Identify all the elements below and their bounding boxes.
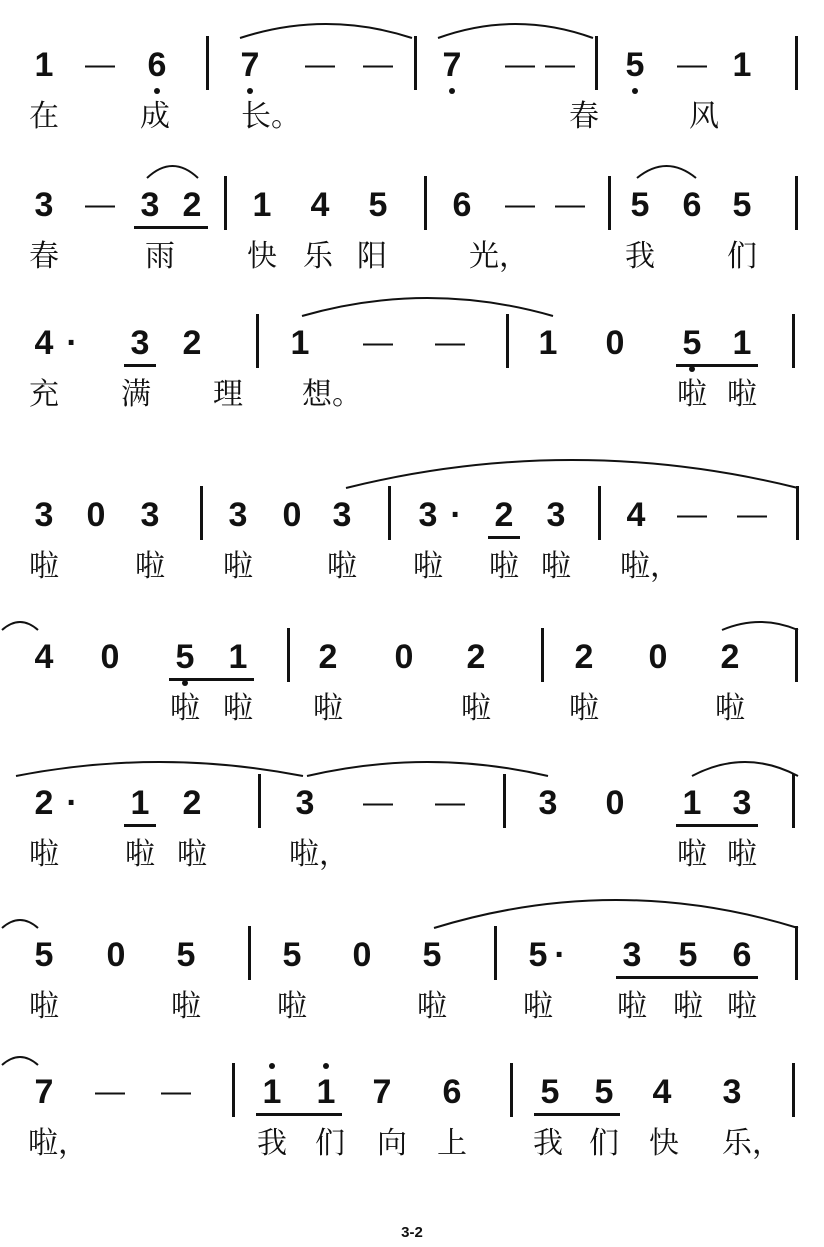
lyric-syllable: 啦 — [171, 989, 201, 1024]
bar-line — [232, 1063, 235, 1117]
slur-arc — [344, 456, 800, 490]
lyric-syllable: 春 — [569, 99, 599, 134]
note: 2 — [720, 638, 740, 676]
lyric-syllable: 啦 — [569, 691, 599, 726]
lyric-syllable: 啦 — [29, 989, 59, 1024]
bar-line — [506, 314, 509, 368]
lyric-syllable: 雨 — [145, 239, 175, 274]
slur-arc — [432, 896, 800, 930]
lyric-syllable: 啦 — [727, 989, 757, 1024]
note: 0 — [605, 784, 625, 822]
lyric-syllable: 我 — [533, 1126, 563, 1161]
note: 5 — [540, 1073, 560, 1111]
note: 3 — [418, 496, 438, 534]
slur-arc — [305, 758, 550, 778]
lyric-syllable: 啦 — [677, 377, 707, 412]
bar-line — [503, 774, 506, 828]
note: 4 — [34, 324, 54, 362]
lyric-syllable: 充 — [29, 377, 59, 412]
note-underline — [488, 536, 520, 539]
note: 1 — [316, 1073, 336, 1111]
note: 1 — [228, 638, 248, 676]
lyric-syllable: 啦， — [28, 1126, 88, 1161]
note: — — [435, 326, 465, 359]
bar-line — [510, 1063, 513, 1117]
note: 5 — [732, 186, 752, 224]
lyric-syllable: 快 — [247, 239, 277, 274]
note: 2 — [494, 496, 514, 534]
lyric-syllable: 满 — [121, 377, 151, 412]
octave-dot — [632, 88, 638, 94]
note: 5 — [175, 638, 195, 676]
note: 3 — [546, 496, 566, 534]
note: 1 — [130, 784, 150, 822]
bar-line — [795, 36, 798, 90]
lyric-syllable: 在 — [29, 99, 59, 134]
page-number: 3-2 — [401, 1224, 423, 1241]
bar-line — [608, 176, 611, 230]
note: 6 — [147, 46, 167, 84]
note: 5 — [422, 936, 442, 974]
lyric-syllable: 上 — [437, 1126, 467, 1161]
note: 0 — [282, 496, 302, 534]
lyric-syllable: 啦 — [29, 549, 59, 584]
octave-dot — [323, 1063, 329, 1069]
note: 2 — [182, 324, 202, 362]
octave-dot — [269, 1063, 275, 1069]
lyric-syllable: 向 — [377, 1126, 407, 1161]
note: 5 — [594, 1073, 614, 1111]
slur-arc — [0, 618, 40, 632]
lyric-syllable: 啦 — [135, 549, 165, 584]
lyric-syllable: 光， — [469, 239, 529, 274]
slur-arc — [300, 294, 555, 318]
bar-line — [224, 176, 227, 230]
octave-dot — [689, 366, 695, 372]
note-underline — [134, 226, 208, 229]
bar-line — [796, 486, 799, 540]
note: 0 — [605, 324, 625, 362]
lyric-syllable: 想。 — [302, 377, 362, 412]
octave-dot — [154, 88, 160, 94]
lyric-syllable: 们 — [589, 1126, 619, 1161]
note: — — [505, 48, 535, 81]
note: 7 — [372, 1073, 392, 1111]
note: 2 — [182, 784, 202, 822]
note: — — [435, 786, 465, 819]
note: 2 — [182, 186, 202, 224]
lyric-syllable: 啦 — [727, 837, 757, 872]
lyric-syllable: 啦 — [715, 691, 745, 726]
note: 3 — [34, 186, 54, 224]
bar-line — [248, 926, 251, 980]
lyric-syllable: 啦 — [313, 691, 343, 726]
bar-line — [200, 486, 203, 540]
note: 0 — [106, 936, 126, 974]
note: 6 — [442, 1073, 462, 1111]
note: 3 — [332, 496, 352, 534]
note-underline — [676, 364, 758, 367]
note: 1 — [34, 46, 54, 84]
bar-line — [388, 486, 391, 540]
bar-line — [256, 314, 259, 368]
lyric-syllable: 啦 — [29, 837, 59, 872]
note: — — [505, 188, 535, 221]
note: — — [161, 1075, 191, 1108]
lyric-syllable: 啦 — [223, 691, 253, 726]
bar-line — [206, 36, 209, 90]
bar-line — [795, 176, 798, 230]
note-underline — [616, 976, 758, 979]
note: 3 — [130, 324, 150, 362]
bar-line — [792, 314, 795, 368]
bar-line — [795, 926, 798, 980]
lyric-syllable: 啦 — [170, 691, 200, 726]
slur-arc — [0, 916, 40, 930]
note: 7 — [240, 46, 260, 84]
note: — — [85, 188, 115, 221]
lyric-syllable: 啦 — [327, 549, 357, 584]
lyric-syllable: 啦 — [277, 989, 307, 1024]
note: 5 — [34, 936, 54, 974]
lyric-syllable: 风 — [689, 99, 719, 134]
lyric-syllable: 啦 — [523, 989, 553, 1024]
note-underline — [256, 1113, 342, 1116]
octave-dot — [449, 88, 455, 94]
bar-line — [414, 36, 417, 90]
lyric-syllable: 们 — [727, 239, 757, 274]
bar-line — [258, 774, 261, 828]
slur-arc — [690, 758, 800, 778]
note: 4 — [310, 186, 330, 224]
lyric-syllable: 啦 — [541, 549, 571, 584]
lyric-syllable: 阳 — [357, 239, 387, 274]
lyric-syllable: 快 — [649, 1126, 679, 1161]
lyric-syllable: 啦 — [489, 549, 519, 584]
note: 1 — [732, 324, 752, 362]
lyric-syllable: 啦， — [289, 837, 349, 872]
note: 3 — [538, 784, 558, 822]
note: 5 — [282, 936, 302, 974]
note: 3 — [140, 186, 160, 224]
slur-arc — [145, 162, 200, 180]
note: 4 — [652, 1073, 672, 1111]
note: 1 — [538, 324, 558, 362]
lyric-syllable: 啦 — [413, 549, 443, 584]
note: · — [450, 496, 462, 534]
lyric-syllable: 理 — [213, 377, 243, 412]
note: 5 — [368, 186, 388, 224]
octave-dot — [182, 680, 188, 686]
note: 0 — [648, 638, 668, 676]
note: 1 — [732, 46, 752, 84]
note: — — [305, 48, 335, 81]
note: 1 — [290, 324, 310, 362]
lyric-syllable: 啦 — [125, 837, 155, 872]
note: 3 — [295, 784, 315, 822]
note: 3 — [732, 784, 752, 822]
slur-arc — [238, 20, 414, 40]
lyric-syllable: 春 — [29, 239, 59, 274]
note: 2 — [34, 784, 54, 822]
note: 2 — [466, 638, 486, 676]
note: — — [363, 326, 393, 359]
bar-line — [598, 486, 601, 540]
bar-line — [595, 36, 598, 90]
note: — — [677, 48, 707, 81]
note: 3 — [34, 496, 54, 534]
note: 5 — [176, 936, 196, 974]
note: · — [66, 784, 78, 822]
note: 3 — [722, 1073, 742, 1111]
note-underline — [124, 824, 156, 827]
note: — — [363, 786, 393, 819]
lyric-syllable: 我 — [625, 239, 655, 274]
lyric-syllable: 啦 — [177, 837, 207, 872]
note: 5 — [625, 46, 645, 84]
note: — — [95, 1075, 125, 1108]
lyric-syllable: 们 — [315, 1126, 345, 1161]
lyric-syllable: 成 — [140, 99, 170, 134]
note: 3 — [228, 496, 248, 534]
note: 5 — [678, 936, 698, 974]
note: 0 — [86, 496, 106, 534]
note: 4 — [626, 496, 646, 534]
note: 6 — [452, 186, 472, 224]
note: 2 — [574, 638, 594, 676]
bar-line — [795, 628, 798, 682]
slur-arc — [0, 1053, 40, 1067]
lyric-syllable: 啦 — [677, 837, 707, 872]
bar-line — [287, 628, 290, 682]
lyric-syllable: 啦 — [617, 989, 647, 1024]
note: 1 — [682, 784, 702, 822]
lyric-syllable: 啦， — [620, 549, 680, 584]
bar-line — [494, 926, 497, 980]
note: — — [677, 498, 707, 531]
note: 1 — [262, 1073, 282, 1111]
lyric-syllable: 啦 — [673, 989, 703, 1024]
note: 2 — [318, 638, 338, 676]
note: — — [363, 48, 393, 81]
note: — — [555, 188, 585, 221]
note-underline — [124, 364, 156, 367]
bar-line — [792, 1063, 795, 1117]
note: — — [737, 498, 767, 531]
lyric-syllable: 我 — [257, 1126, 287, 1161]
bar-line — [792, 774, 795, 828]
slur-arc — [14, 758, 305, 778]
bar-line — [424, 176, 427, 230]
note: — — [85, 48, 115, 81]
note: 5 — [630, 186, 650, 224]
note: 5 — [682, 324, 702, 362]
octave-dot — [247, 88, 253, 94]
note: 3 — [622, 936, 642, 974]
note: 0 — [100, 638, 120, 676]
note: 4 — [34, 638, 54, 676]
lyric-syllable: 乐， — [722, 1126, 782, 1161]
note: · — [66, 324, 78, 362]
slur-arc — [720, 618, 800, 632]
note: 0 — [394, 638, 414, 676]
note: 1 — [252, 186, 272, 224]
bar-line — [541, 628, 544, 682]
slur-arc — [436, 20, 595, 40]
note: 0 — [352, 936, 372, 974]
note-underline — [676, 824, 758, 827]
lyric-syllable: 啦 — [727, 377, 757, 412]
note: 7 — [442, 46, 462, 84]
lyric-syllable: 啦 — [461, 691, 491, 726]
note: 5 — [528, 936, 548, 974]
note: 6 — [682, 186, 702, 224]
lyric-syllable: 啦 — [417, 989, 447, 1024]
lyric-syllable: 长。 — [241, 99, 301, 134]
note: — — [545, 48, 575, 81]
note: 3 — [140, 496, 160, 534]
note: 7 — [34, 1073, 54, 1111]
note: · — [554, 936, 566, 974]
lyric-syllable: 乐 — [303, 239, 333, 274]
lyric-syllable: 啦 — [223, 549, 253, 584]
note-underline — [534, 1113, 620, 1116]
note: 6 — [732, 936, 752, 974]
slur-arc — [635, 162, 698, 180]
